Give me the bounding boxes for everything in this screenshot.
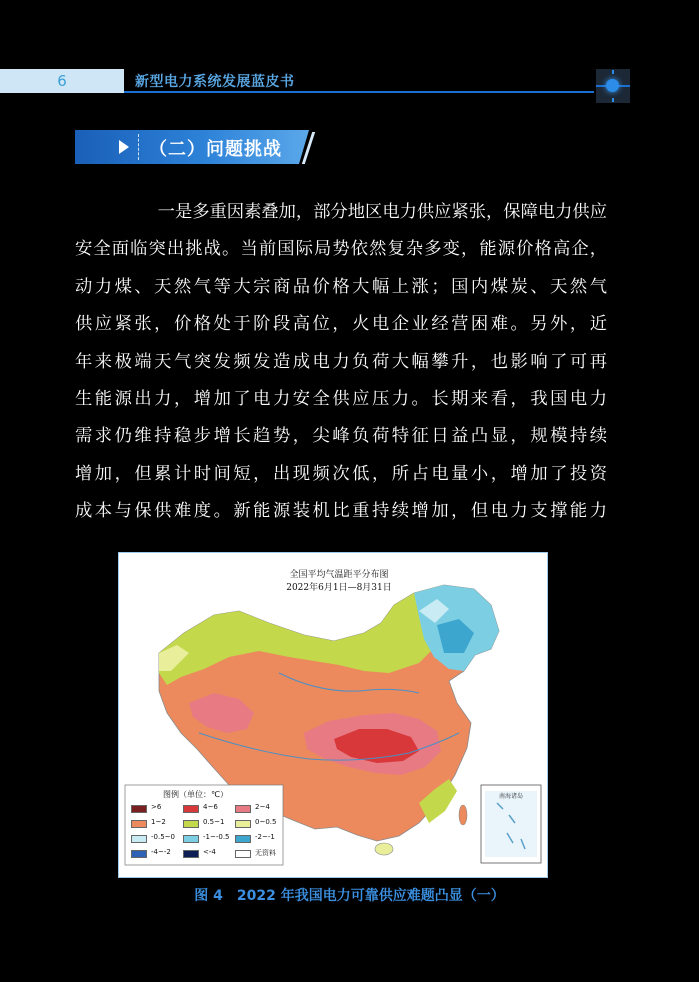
legend-label: 4~6 xyxy=(203,803,218,811)
legend-swatch xyxy=(131,805,147,813)
legend-label: 1~2 xyxy=(151,818,166,826)
body-paragraph xyxy=(75,194,607,531)
legend-title: 图例（单位：℃） xyxy=(163,790,228,799)
page-number: 6 xyxy=(57,72,67,90)
play-triangle-icon xyxy=(119,140,129,154)
legend-label: 0~0.5 xyxy=(255,818,277,826)
legend-swatch xyxy=(235,805,251,813)
legend-label: -0.5~0 xyxy=(151,833,175,841)
emblem-tick xyxy=(612,98,614,102)
paragraph-line: 供应紧张，价格处于阶段高位，火电企业经营困难。另外，近 xyxy=(75,314,607,335)
paragraph-line: 需求仍维持稳步增长趋势，尖峰负荷特征日益凸显，规模持续 xyxy=(75,426,607,447)
map-dates: 2022年6月1日—8月31日 xyxy=(286,583,392,593)
legend-swatch xyxy=(131,835,147,843)
section-title: （二）问题挑战 xyxy=(149,139,282,160)
paragraph-line: 一是多重因素叠加，部分地区电力供应紧张，保障电力供应 xyxy=(157,202,607,222)
page-header xyxy=(0,69,699,93)
legend-swatch xyxy=(183,850,199,858)
paragraph-line: 增加，但累计时间短，出现频次低，所占电量小，增加了投资 xyxy=(75,463,607,484)
map-title: 全国平均气温距平分布图 xyxy=(289,570,389,580)
paragraph-line: 年来极端天气突发频发造成电力负荷大幅攀升，也影响了可再 xyxy=(75,351,607,372)
legend-label: 0.5~1 xyxy=(203,818,225,826)
legend-label: >6 xyxy=(151,803,162,811)
legend-swatch xyxy=(183,805,199,813)
legend-label: -2~-1 xyxy=(255,833,275,841)
paragraph-line: 安全面临突出挑战。当前国际局势依然复杂多变，能源价格高企， xyxy=(75,239,607,260)
legend-swatch xyxy=(131,820,147,828)
inset-sea xyxy=(485,791,537,857)
map-taiwan xyxy=(459,805,467,825)
heading-divider xyxy=(138,134,139,160)
header-emblem xyxy=(596,69,630,103)
legend-label: 无资料 xyxy=(255,849,276,857)
book-title: 新型电力系统发展蓝皮书 xyxy=(135,74,295,90)
legend-swatch xyxy=(183,820,199,828)
legend-label: -4~-2 xyxy=(151,848,171,856)
paragraph-line: 生能源出力，增加了电力安全供应压力。长期来看，我国电力 xyxy=(75,388,607,409)
paragraph-line: 动力煤、天然气等大宗商品价格大幅上涨；国内煤炭、天然气 xyxy=(75,276,607,297)
legend-label: <-4 xyxy=(203,848,216,856)
section-heading xyxy=(75,130,315,164)
inset-label: 南海诸岛 xyxy=(499,793,524,800)
legend-swatch xyxy=(235,835,251,843)
legend-label: 2~4 xyxy=(255,803,270,811)
header-rule xyxy=(124,91,594,93)
legend-label: -1~-0.5 xyxy=(203,833,230,841)
legend-swatch xyxy=(183,835,199,843)
emblem-tick xyxy=(612,70,614,74)
emblem-dot-icon xyxy=(606,79,619,92)
legend-swatch xyxy=(235,850,251,858)
temperature-anomaly-map xyxy=(118,552,548,878)
figure-caption: 图 4 2022 年我国电力可靠供应难题凸显（一） xyxy=(194,888,505,904)
legend-swatch xyxy=(131,850,147,858)
legend-swatch xyxy=(235,820,251,828)
map-hainan xyxy=(375,843,393,855)
paragraph-line: 成本与保供难度。新能源装机比重持续增加，但电力支撑能力 xyxy=(75,501,607,522)
